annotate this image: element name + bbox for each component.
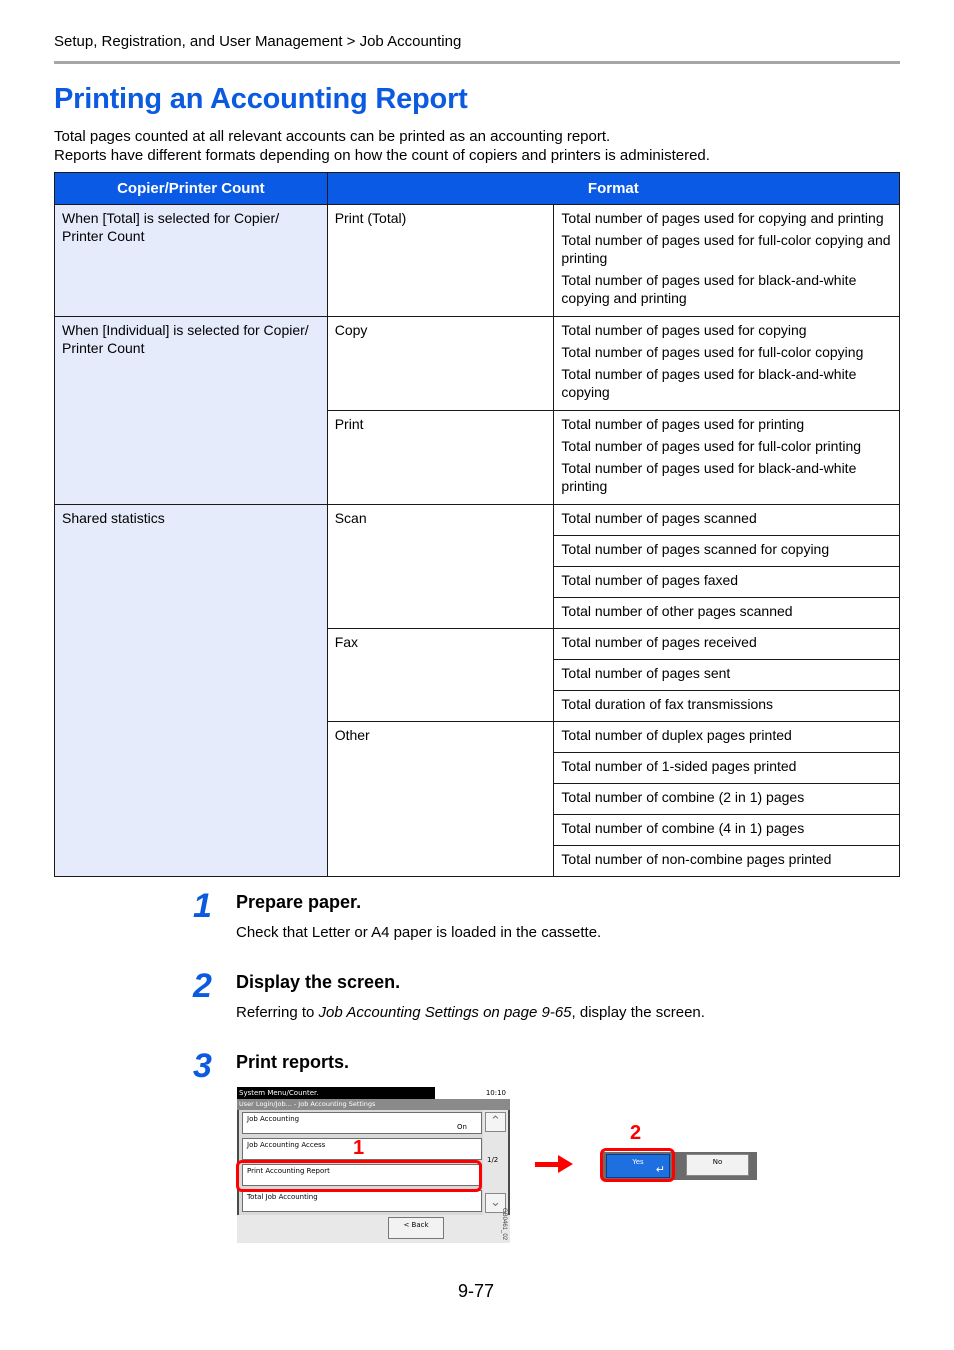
step-2-text-before: Referring to [236, 1004, 319, 1021]
format-line: Total number of pages used for copying and printing [561, 210, 884, 226]
condition-total: When [Total] is selected for Copier/ Printer Count [55, 205, 328, 317]
arrow-head-icon [558, 1155, 573, 1173]
figure-code: GB0461_02 [501, 1208, 507, 1241]
breadcrumb: Setup, Registration, and User Management > Job Accounting [54, 33, 462, 50]
step-1-number: 1 [193, 887, 212, 925]
panel-topbar: System Menu/Counter. [237, 1087, 435, 1099]
highlight-print-accounting-report [236, 1160, 482, 1192]
intro-line-2: Reports have different formats depending on how the count of copiers and printers is administered. [54, 147, 710, 164]
step-3-number: 3 [193, 1047, 212, 1085]
step-2-title: Display the screen. [236, 972, 401, 992]
format-cell: Total number of pages scanned for copying [554, 536, 900, 567]
panel-scrollbar [483, 1110, 508, 1215]
table-row [55, 205, 900, 317]
format-line: Total number of pages used for full-color copying [561, 344, 864, 360]
header-copier-printer-count: Copier/Printer Count [55, 173, 328, 205]
scroll-up-icon[interactable]: ⌃ [485, 1112, 506, 1132]
panel-item-job-accounting[interactable] [242, 1112, 482, 1134]
format-line: Total number of pages used for full-color printing [561, 438, 862, 454]
format-cell: Total number of pages faxed [554, 567, 900, 598]
panel-breadcrumb: User Login/Job... - Job Accounting Settings [237, 1099, 510, 1110]
accounting-format-table [54, 172, 900, 877]
format-cell: Total duration of fax transmissions [554, 691, 900, 722]
table-header-row [55, 173, 900, 205]
enter-icon: ↵ [655, 1163, 665, 1176]
format-cell: Total number of 1-sided pages printed [554, 753, 900, 784]
format-cell [554, 205, 900, 317]
step-3-title: Print reports. [236, 1052, 350, 1072]
intro-line-1: Total pages counted at all relevant accounts can be printed as an accounting report. [54, 128, 611, 145]
format-cell: Total number of pages scanned [554, 505, 900, 536]
step-1-title: Prepare paper. [236, 892, 362, 912]
format-cell: Total number of pages received [554, 629, 900, 660]
type-fax: Fax [327, 629, 554, 722]
highlight-yes-button [600, 1148, 675, 1182]
step-2-link-ref[interactable]: Job Accounting Settings on page 9-65 [318, 1004, 572, 1021]
panel-item-label: Print Accounting Report [247, 1167, 330, 1175]
step-2-text-after: , display the screen. [571, 1004, 705, 1021]
format-line: Total number of pages used for black-and-white copying [561, 366, 857, 400]
panel-time: 10:10 [435, 1087, 510, 1099]
callout-1: 1 [353, 1137, 365, 1159]
yes-button-label: Yes [632, 1158, 644, 1166]
step-2-text [236, 1004, 705, 1021]
type-print: Print [327, 411, 554, 505]
condition-shared: Shared statistics [55, 505, 328, 877]
panel-bottom-bar [237, 1215, 510, 1243]
scroll-down-icon[interactable]: ⌄ [485, 1193, 506, 1213]
table-row [55, 505, 900, 536]
no-button[interactable]: No [686, 1154, 749, 1176]
table-row [55, 317, 900, 411]
page-number: 9-77 [458, 1281, 495, 1301]
format-cell [554, 411, 900, 505]
panel-item-label: Total Job Accounting [247, 1193, 318, 1201]
format-cell [554, 317, 900, 411]
step-1-text: Check that Letter or A4 paper is loaded in the cassette. [236, 924, 602, 941]
step-2-number: 2 [193, 967, 212, 1005]
format-line: Total number of pages used for black-and-white copying and printing [561, 272, 857, 306]
panel-item-total-job-accounting[interactable] [242, 1190, 482, 1212]
panel-item-value: On [457, 1123, 467, 1131]
format-cell: Total number of other pages scanned [554, 598, 900, 629]
format-line: Total number of pages used for full-color copying and printing [561, 232, 891, 266]
panel-page-number: 1/2 [487, 1156, 499, 1164]
type-print-total: Print (Total) [327, 205, 554, 317]
format-cell: Total number of non-combine pages printed [554, 846, 900, 877]
format-cell: Total number of combine (2 in 1) pages [554, 784, 900, 815]
type-scan: Scan [327, 505, 554, 629]
type-other: Other [327, 722, 554, 877]
header-format: Format [327, 173, 899, 205]
format-cell: Total number of combine (4 in 1) pages [554, 815, 900, 846]
type-copy: Copy [327, 317, 554, 411]
page-title: Printing an Accounting Report [54, 83, 468, 115]
intro-text [54, 127, 710, 165]
back-button[interactable]: < Back [388, 1217, 444, 1239]
panel-item-label: Job Accounting [247, 1115, 300, 1123]
condition-individual: When [Individual] is selected for Copier/ Printer Count [55, 317, 328, 505]
format-line: Total number of pages used for printing [561, 416, 805, 432]
callout-2: 2 [630, 1122, 642, 1144]
format-line: Total number of pages used for black-and-white printing [561, 460, 857, 494]
header-rule [54, 61, 900, 64]
panel-item-label: Job Accounting Access [247, 1141, 326, 1149]
format-cell: Total number of duplex pages printed [554, 722, 900, 753]
format-cell: Total number of pages sent [554, 660, 900, 691]
format-line: Total number of pages used for copying [561, 322, 807, 338]
